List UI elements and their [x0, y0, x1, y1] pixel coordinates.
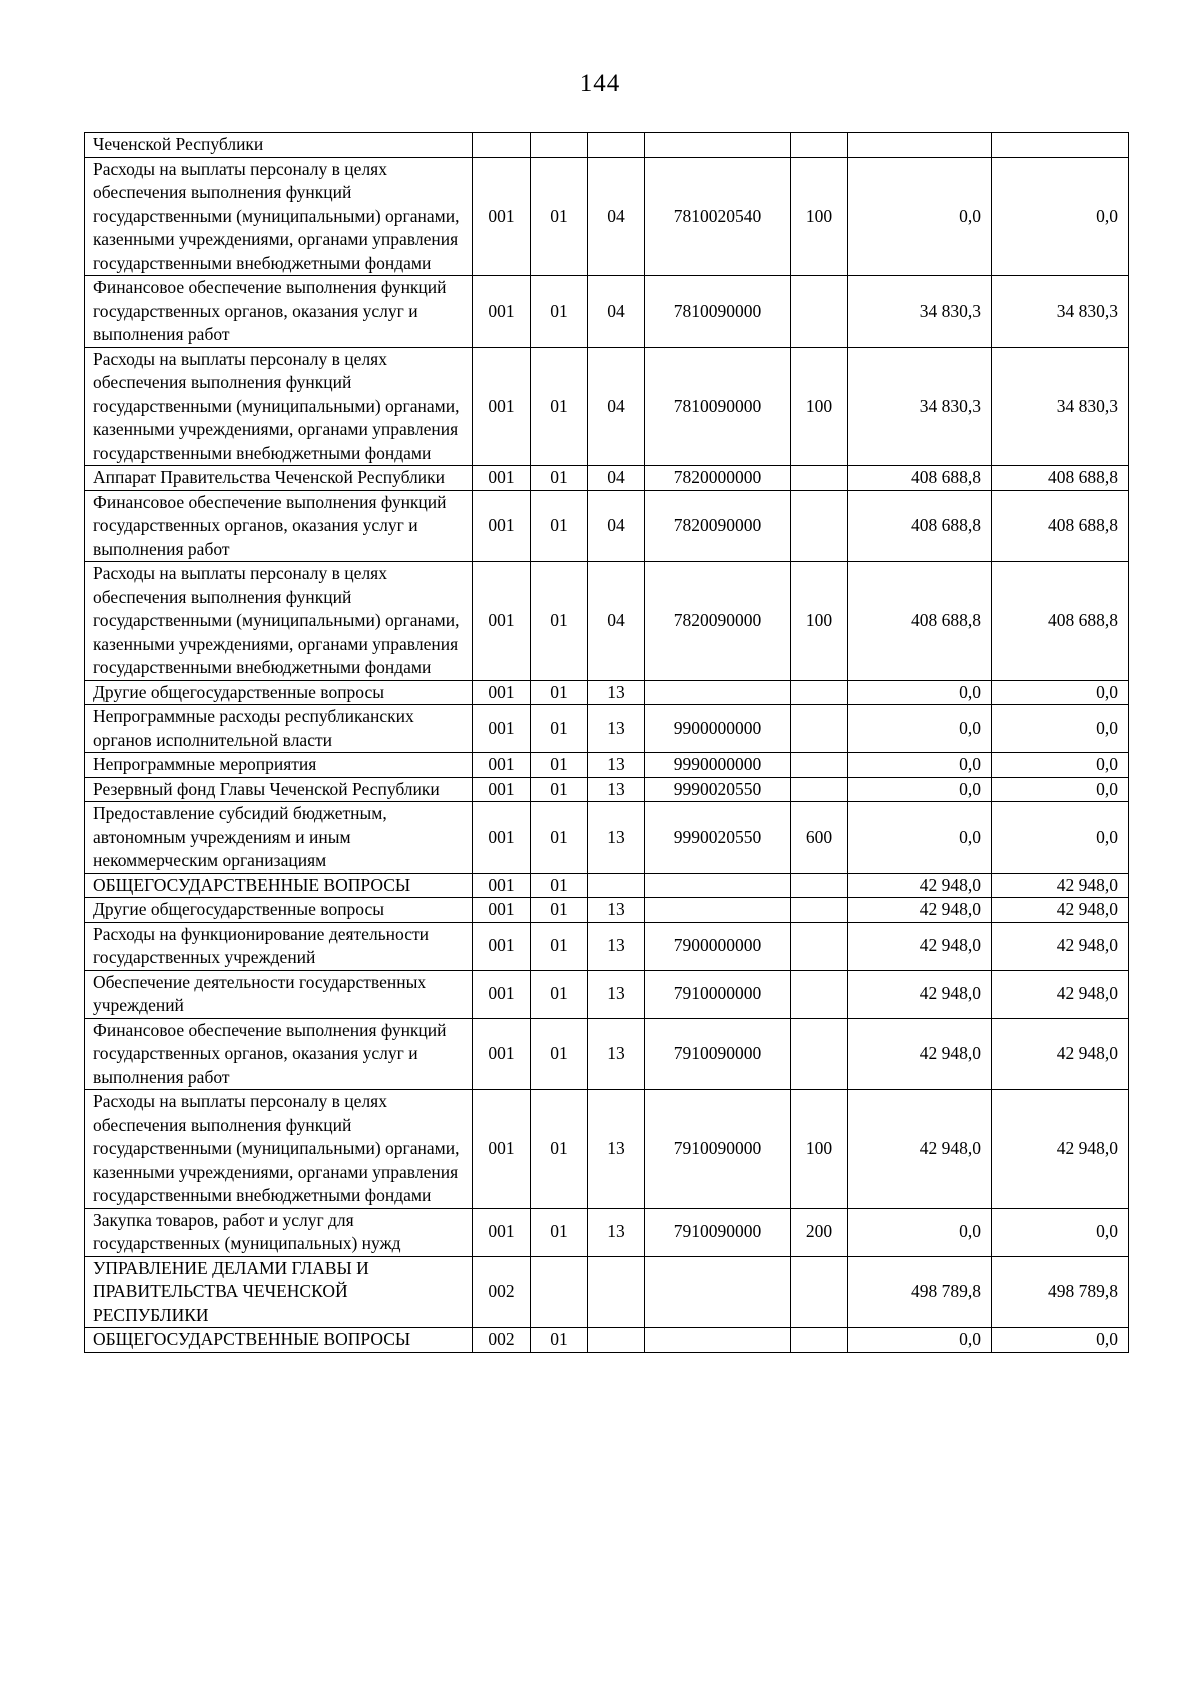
cell-glav: 001 — [473, 562, 531, 681]
cell-vr — [791, 1256, 848, 1328]
cell-name: ОБЩЕГОСУДАРСТВЕННЫЕ ВОПРОСЫ — [85, 1328, 473, 1353]
cell-pr: 04 — [588, 490, 645, 562]
table-row — [85, 347, 1129, 466]
table-row — [85, 922, 1129, 970]
cell-rz — [531, 1256, 588, 1328]
cell-pr — [588, 1256, 645, 1328]
cell-sum-2: 34 830,3 — [992, 347, 1129, 466]
cell-sum-2: 42 948,0 — [992, 970, 1129, 1018]
cell-csr: 7810090000 — [645, 276, 791, 348]
cell-glav: 001 — [473, 777, 531, 802]
cell-sum-1: 0,0 — [848, 705, 992, 753]
table-row — [85, 562, 1129, 681]
cell-name: Расходы на выплаты персоналу в целях обеспечения выполнения функций государственными (муниципальными) органами, казенными учреждениями, органами управления государственными внебюджетными фондами — [85, 562, 473, 681]
cell-vr: 100 — [791, 1090, 848, 1209]
table-row — [85, 276, 1129, 348]
cell-sum-1: 42 948,0 — [848, 1090, 992, 1209]
cell-name: Финансовое обеспечение выполнения функций государственных органов, оказания услуг и выполнения работ — [85, 276, 473, 348]
table-row — [85, 133, 1129, 158]
cell-name: Непрограммные мероприятия — [85, 753, 473, 778]
cell-sum-1: 0,0 — [848, 157, 992, 276]
table-row — [85, 1090, 1129, 1209]
cell-sum-1: 0,0 — [848, 802, 992, 874]
cell-rz: 01 — [531, 1090, 588, 1209]
cell-sum-2: 42 948,0 — [992, 1018, 1129, 1090]
table-row — [85, 157, 1129, 276]
cell-sum-2: 0,0 — [992, 802, 1129, 874]
cell-sum-1: 408 688,8 — [848, 562, 992, 681]
cell-vr: 100 — [791, 347, 848, 466]
cell-sum-1: 0,0 — [848, 680, 992, 705]
cell-rz: 01 — [531, 347, 588, 466]
cell-vr — [791, 490, 848, 562]
cell-sum-1: 0,0 — [848, 1208, 992, 1256]
cell-sum-2: 42 948,0 — [992, 1090, 1129, 1209]
cell-sum-2: 34 830,3 — [992, 276, 1129, 348]
cell-csr: 7810020540 — [645, 157, 791, 276]
cell-sum-2: 0,0 — [992, 157, 1129, 276]
cell-rz: 01 — [531, 680, 588, 705]
cell-vr — [791, 276, 848, 348]
cell-csr: 7820000000 — [645, 466, 791, 491]
cell-name: Предоставление субсидий бюджетным, автономным учреждениям и иным некоммерческим организациям — [85, 802, 473, 874]
page-number: 144 — [579, 70, 621, 97]
cell-glav: 001 — [473, 466, 531, 491]
cell-csr: 7900000000 — [645, 922, 791, 970]
cell-glav: 001 — [473, 970, 531, 1018]
cell-sum-2: 498 789,8 — [992, 1256, 1129, 1328]
cell-pr — [588, 1328, 645, 1353]
table-row — [85, 705, 1129, 753]
cell-vr — [791, 898, 848, 923]
cell-sum-2: 408 688,8 — [992, 562, 1129, 681]
cell-pr: 04 — [588, 157, 645, 276]
cell-sum-2: 0,0 — [992, 777, 1129, 802]
cell-rz: 01 — [531, 777, 588, 802]
cell-vr — [791, 873, 848, 898]
cell-pr: 13 — [588, 970, 645, 1018]
table-row — [85, 873, 1129, 898]
cell-vr: 200 — [791, 1208, 848, 1256]
cell-vr — [791, 777, 848, 802]
cell-rz: 01 — [531, 753, 588, 778]
cell-rz: 01 — [531, 562, 588, 681]
table-row — [85, 490, 1129, 562]
cell-pr: 13 — [588, 680, 645, 705]
cell-csr: 7820090000 — [645, 490, 791, 562]
cell-csr — [645, 680, 791, 705]
cell-sum-2: 0,0 — [992, 753, 1129, 778]
cell-csr: 9990020550 — [645, 802, 791, 874]
cell-sum-2: 0,0 — [992, 705, 1129, 753]
cell-name: Финансовое обеспечение выполнения функций государственных органов, оказания услуг и выполнения работ — [85, 490, 473, 562]
cell-vr — [791, 1018, 848, 1090]
cell-glav: 001 — [473, 680, 531, 705]
cell-vr — [791, 1328, 848, 1353]
cell-glav: 001 — [473, 157, 531, 276]
cell-vr — [791, 753, 848, 778]
table-row — [85, 466, 1129, 491]
cell-glav: 001 — [473, 753, 531, 778]
cell-pr: 13 — [588, 802, 645, 874]
cell-csr: 9990000000 — [645, 753, 791, 778]
cell-rz — [531, 133, 588, 158]
table-row — [85, 1018, 1129, 1090]
cell-name: Непрограммные расходы республиканских органов исполнительной власти — [85, 705, 473, 753]
cell-glav: 001 — [473, 873, 531, 898]
cell-name: Другие общегосударственные вопросы — [85, 680, 473, 705]
cell-vr — [791, 922, 848, 970]
cell-sum-1: 0,0 — [848, 1328, 992, 1353]
cell-vr — [791, 705, 848, 753]
cell-name: Расходы на функционирование деятельности государственных учреждений — [85, 922, 473, 970]
cell-glav: 002 — [473, 1328, 531, 1353]
cell-csr: 7910090000 — [645, 1090, 791, 1209]
cell-rz: 01 — [531, 970, 588, 1018]
table-row — [85, 680, 1129, 705]
cell-sum-1: 42 948,0 — [848, 898, 992, 923]
cell-sum-1: 0,0 — [848, 753, 992, 778]
cell-rz: 01 — [531, 276, 588, 348]
cell-rz: 01 — [531, 1328, 588, 1353]
cell-name: Расходы на выплаты персоналу в целях обеспечения выполнения функций государственными (муниципальными) органами, казенными учреждениями, органами управления государственными внебюджетными фондами — [85, 347, 473, 466]
budget-table — [84, 132, 1129, 1353]
cell-rz: 01 — [531, 705, 588, 753]
cell-sum-1: 42 948,0 — [848, 970, 992, 1018]
cell-csr — [645, 133, 791, 158]
table-row — [85, 753, 1129, 778]
cell-pr: 13 — [588, 922, 645, 970]
cell-name: Другие общегосударственные вопросы — [85, 898, 473, 923]
cell-name: Обеспечение деятельности государственных учреждений — [85, 970, 473, 1018]
cell-sum-2: 42 948,0 — [992, 922, 1129, 970]
cell-glav: 001 — [473, 1018, 531, 1090]
table-row — [85, 1208, 1129, 1256]
cell-csr — [645, 898, 791, 923]
table-row — [85, 1256, 1129, 1328]
cell-vr: 100 — [791, 562, 848, 681]
cell-pr: 04 — [588, 347, 645, 466]
cell-name: Расходы на выплаты персоналу в целях обеспечения выполнения функций государственными (муниципальными) органами, казенными учреждениями, органами управления государственными внебюджетными фондами — [85, 1090, 473, 1209]
cell-sum-1: 498 789,8 — [848, 1256, 992, 1328]
cell-sum-1: 42 948,0 — [848, 922, 992, 970]
cell-sum-2 — [992, 133, 1129, 158]
cell-sum-2: 408 688,8 — [992, 490, 1129, 562]
cell-vr: 100 — [791, 157, 848, 276]
cell-glav: 001 — [473, 802, 531, 874]
cell-sum-1: 408 688,8 — [848, 490, 992, 562]
cell-sum-2: 0,0 — [992, 1208, 1129, 1256]
cell-rz: 01 — [531, 1208, 588, 1256]
cell-pr: 04 — [588, 562, 645, 681]
cell-rz: 01 — [531, 802, 588, 874]
cell-name: Резервный фонд Главы Чеченской Республики — [85, 777, 473, 802]
cell-glav: 001 — [473, 276, 531, 348]
cell-sum-1: 0,0 — [848, 777, 992, 802]
table-row — [85, 802, 1129, 874]
cell-glav: 001 — [473, 490, 531, 562]
cell-pr: 13 — [588, 1208, 645, 1256]
cell-csr: 9900000000 — [645, 705, 791, 753]
cell-sum-1 — [848, 133, 992, 158]
table-row — [85, 1328, 1129, 1353]
cell-csr — [645, 1256, 791, 1328]
cell-vr — [791, 680, 848, 705]
cell-name: УПРАВЛЕНИЕ ДЕЛАМИ ГЛАВЫ И ПРАВИТЕЛЬСТВА ЧЕЧЕНСКОЙ РЕСПУБЛИКИ — [85, 1256, 473, 1328]
cell-sum-1: 408 688,8 — [848, 466, 992, 491]
cell-csr — [645, 1328, 791, 1353]
cell-glav: 002 — [473, 1256, 531, 1328]
cell-name: Расходы на выплаты персоналу в целях обеспечения выполнения функций государственными (муниципальными) органами, казенными учреждениями, органами управления государственными внебюджетными фондами — [85, 157, 473, 276]
cell-rz: 01 — [531, 1018, 588, 1090]
cell-sum-2: 42 948,0 — [992, 898, 1129, 923]
budget-table-body — [85, 133, 1129, 1353]
cell-name: Чеченской Республики — [85, 133, 473, 158]
cell-glav: 001 — [473, 1090, 531, 1209]
cell-rz: 01 — [531, 898, 588, 923]
cell-pr: 13 — [588, 777, 645, 802]
cell-vr — [791, 133, 848, 158]
cell-pr: 04 — [588, 276, 645, 348]
cell-vr — [791, 970, 848, 1018]
cell-rz: 01 — [531, 922, 588, 970]
cell-pr: 13 — [588, 705, 645, 753]
cell-sum-2: 408 688,8 — [992, 466, 1129, 491]
cell-glav: 001 — [473, 1208, 531, 1256]
cell-glav: 001 — [473, 347, 531, 466]
cell-pr: 13 — [588, 753, 645, 778]
cell-pr: 13 — [588, 898, 645, 923]
cell-csr: 7910090000 — [645, 1208, 791, 1256]
cell-rz: 01 — [531, 466, 588, 491]
cell-sum-1: 42 948,0 — [848, 1018, 992, 1090]
cell-pr: 04 — [588, 466, 645, 491]
cell-pr — [588, 873, 645, 898]
cell-sum-1: 42 948,0 — [848, 873, 992, 898]
cell-csr: 7910090000 — [645, 1018, 791, 1090]
cell-glav: 001 — [473, 922, 531, 970]
cell-csr — [645, 873, 791, 898]
cell-csr: 7910000000 — [645, 970, 791, 1018]
cell-name: Закупка товаров, работ и услуг для государственных (муниципальных) нужд — [85, 1208, 473, 1256]
cell-csr: 7810090000 — [645, 347, 791, 466]
cell-vr: 600 — [791, 802, 848, 874]
cell-sum-1: 34 830,3 — [848, 276, 992, 348]
table-row — [85, 970, 1129, 1018]
cell-sum-2: 0,0 — [992, 1328, 1129, 1353]
cell-pr: 13 — [588, 1018, 645, 1090]
cell-vr — [791, 466, 848, 491]
cell-rz: 01 — [531, 873, 588, 898]
cell-rz: 01 — [531, 490, 588, 562]
cell-rz: 01 — [531, 157, 588, 276]
cell-glav — [473, 133, 531, 158]
table-row — [85, 777, 1129, 802]
cell-glav: 001 — [473, 898, 531, 923]
cell-csr: 9990020550 — [645, 777, 791, 802]
cell-pr — [588, 133, 645, 158]
cell-csr: 7820090000 — [645, 562, 791, 681]
cell-name: Финансовое обеспечение выполнения функций государственных органов, оказания услуг и выполнения работ — [85, 1018, 473, 1090]
cell-sum-2: 0,0 — [992, 680, 1129, 705]
cell-sum-1: 34 830,3 — [848, 347, 992, 466]
table-row — [85, 898, 1129, 923]
cell-name: ОБЩЕГОСУДАРСТВЕННЫЕ ВОПРОСЫ — [85, 873, 473, 898]
cell-name: Аппарат Правительства Чеченской Республики — [85, 466, 473, 491]
cell-sum-2: 42 948,0 — [992, 873, 1129, 898]
cell-glav: 001 — [473, 705, 531, 753]
cell-pr: 13 — [588, 1090, 645, 1209]
